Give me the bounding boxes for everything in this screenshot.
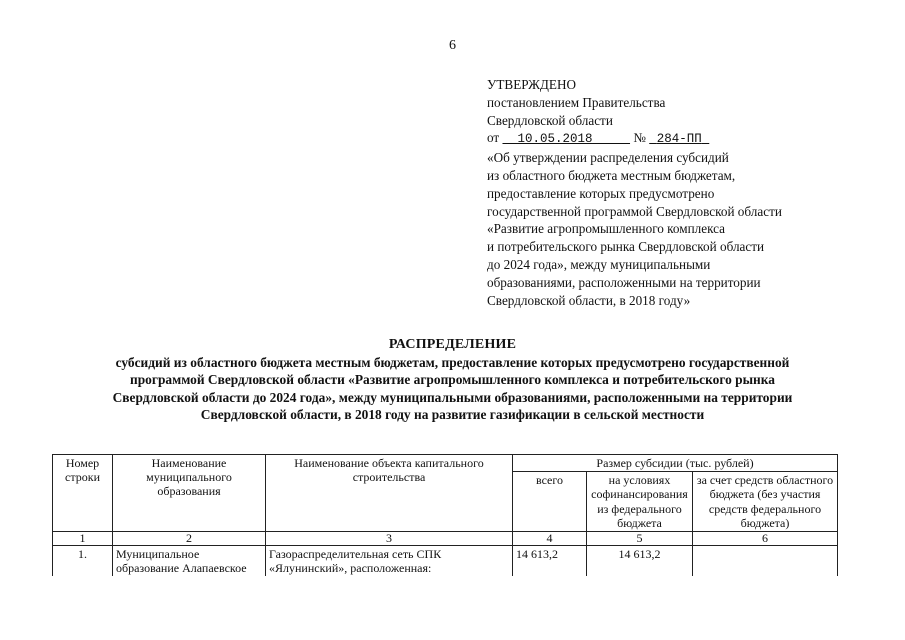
row-object: Газораспределительная сеть СПК «Ялунинский», расположенная:	[266, 546, 513, 577]
header-federal: на условиях софинансирования из федерального бюджета	[587, 472, 693, 532]
title-line-1: субсидий из областного бюджета местным бюджетам, предоставление которых предусмотрено государственной	[115, 354, 790, 370]
approval-desc-2: из областного бюджета местным бюджетам,	[487, 167, 736, 183]
row-total: 14 613,2	[513, 546, 587, 577]
approval-desc-1: «Об утверждении распределения субсидий	[487, 150, 729, 166]
header-object: Наименование объекта капитального строительства	[266, 455, 513, 532]
approval-desc-7: до 2024 года», между муниципальными	[487, 256, 711, 272]
title-line-2: программой Свердловской области «Развитие агропромышленного комплекса и потребительского рынка	[130, 372, 775, 388]
approval-desc-3: предоставление которых предусмотрено	[487, 185, 715, 201]
title-line-3: Свердловской области до 2024 года», между муниципальными образованиями, расположенными на территории	[112, 389, 793, 405]
page-number: 6	[449, 38, 456, 53]
table-row	[53, 546, 838, 577]
header-total: всего	[513, 472, 587, 532]
document-title	[40, 336, 865, 424]
approval-line-3: Свердловской области	[487, 112, 613, 128]
column-numbers-row	[53, 532, 838, 546]
column-number: 4	[513, 532, 587, 546]
date-prefix: от	[487, 130, 500, 146]
approval-date-line	[487, 129, 867, 149]
row-number: 1.	[53, 546, 113, 577]
approval-desc-6: и потребительского рынка Свердловской области	[487, 239, 765, 255]
column-number: 2	[113, 532, 266, 546]
title-line-4: Свердловской области, в 2018 году на развитие газификации в сельской местности	[200, 407, 705, 423]
approval-date: 10.05.2018	[517, 132, 593, 147]
header-subsidy-group: Размер субсидии (тыс. рублей)	[513, 455, 838, 472]
row-municipality: Муниципальное образование Алапаевское	[113, 546, 266, 577]
header-municipality: Наименование муниципального образования	[113, 455, 266, 532]
column-number: 5	[587, 532, 693, 546]
distribution-table	[52, 454, 838, 576]
number-prefix: №	[633, 130, 646, 146]
approval-desc-4: государственной программой Свердловской области	[487, 203, 782, 219]
approval-desc-9: Свердловской области, в 2018 году»	[487, 292, 691, 308]
column-number: 6	[693, 532, 838, 546]
approval-line-2: постановлением Правительства	[487, 94, 666, 110]
header-row-number: Номер строки	[53, 455, 113, 532]
table-header-row	[53, 455, 838, 472]
header-regional: за счет средств областного бюджета (без участия средств федерального бюджета)	[693, 472, 838, 532]
row-federal: 14 613,2	[587, 546, 693, 577]
column-number: 1	[53, 532, 113, 546]
title-heading: РАСПРЕДЕЛЕНИЕ	[388, 337, 517, 352]
approval-desc-8: образованиями, расположенными на территории	[487, 274, 761, 290]
approval-number: 284-ПП	[656, 132, 702, 147]
approval-block	[487, 76, 867, 309]
column-number: 3	[266, 532, 513, 546]
row-regional	[693, 546, 838, 577]
approval-desc-5: «Развитие агропромышленного комплекса	[487, 221, 726, 237]
approval-heading: УТВЕРЖДЕНО	[487, 77, 577, 92]
